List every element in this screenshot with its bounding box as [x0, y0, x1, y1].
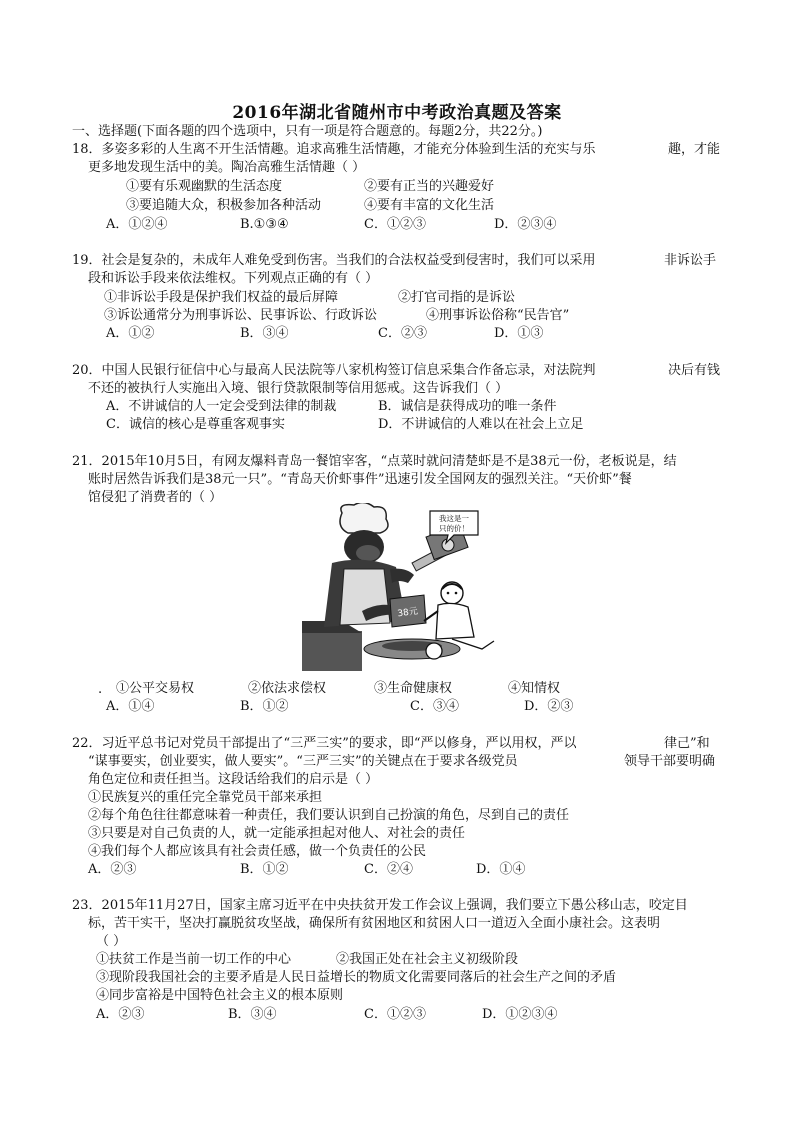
- section-heading: 一、选择题(下面各题的四个选项中，只有一项是符合题意的。每题2分，共22分。): [72, 124, 543, 139]
- q19-statement-3: ③诉讼通常分为刑事诉讼、民事诉讼、行政诉讼: [104, 308, 378, 323]
- q18-statement-3: ③要追随大众，积极参加各种活动: [126, 198, 322, 213]
- q21-bullet: .: [98, 682, 103, 697]
- q23-option-b[interactable]: B．③④: [228, 1007, 277, 1022]
- q23-option-a[interactable]: A．②③: [96, 1007, 145, 1022]
- page-title: 2016年湖北省随州市中考政治真题及答案: [232, 103, 562, 123]
- q18-line-1-end: 趣，才能: [668, 142, 721, 157]
- q21-option-b[interactable]: B．①②: [240, 699, 289, 714]
- bubble-text-1: 我这是一: [439, 514, 469, 523]
- q22-statement-1: ①民族复兴的重任完全靠党员干部来承担: [88, 790, 323, 805]
- tianjia-xia-cartoon: [302, 503, 498, 671]
- q23-statement-2: ②我国正处在社会主义初级阶段: [336, 952, 519, 967]
- q18-line-1: 18．多姿多彩的人生离不开生活情趣。追求高雅生活情趣，才能充分体验到生活的充实与乐: [72, 142, 596, 157]
- q20-option-a[interactable]: A．不讲诚信的人一定会受到法律的制裁: [106, 399, 337, 414]
- q21-option-d[interactable]: D．②③: [524, 699, 574, 714]
- q23-line-3: （ ）: [96, 934, 127, 949]
- q18-option-d[interactable]: D．②③④: [494, 217, 557, 232]
- q22-option-d[interactable]: D．①④: [476, 862, 526, 877]
- q21-line-2: 账时居然告诉我们是38元一只”。“青岛天价虾事件”迅速引发全国网友的强烈关注。“天价虾”餐: [88, 472, 632, 487]
- q23-line-1: 23．2015年11月27日，国家主席习近平在中央扶贫开发工作会议上强调，我们要立下愚公移山志，咬定目: [72, 898, 688, 913]
- price-tag-text: 38元: [396, 606, 419, 620]
- q20-line-2: 不还的被执行人实施出入境、银行贷款限制等信用惩戒。这告诉我们（ ）: [88, 381, 509, 396]
- q23-statement-3: ③现阶段我国社会的主要矛盾是人民日益增长的物质文化需要同落后的社会生产之间的矛盾: [96, 970, 617, 985]
- q19-option-b[interactable]: B．③④: [240, 326, 289, 341]
- q22-line-2: “谋事要实，创业要实，做人要实”。“三严三实”的关键点在于要求各级党员: [88, 754, 518, 769]
- q22-option-c[interactable]: C．②④: [364, 862, 413, 877]
- q23-statement-4: ④同步富裕是中国特色社会主义的根本原则: [96, 988, 344, 1003]
- q21-statement-3: ③生命健康权: [374, 681, 453, 696]
- q20-option-c[interactable]: C．诚信的核心是尊重客观事实: [106, 417, 285, 432]
- q21-line-1: 21．2015年10月5日，有网友爆料青岛一餐馆宰客，“点菜时就问清楚虾是不是38元一份，老板说是，结: [72, 454, 677, 469]
- q21-option-c[interactable]: C．③④: [410, 699, 459, 714]
- q19-line-1: 19．社会是复杂的，未成年人难免受到伤害。当我们的合法权益受到侵害时，我们可以采用: [72, 253, 596, 268]
- q22-statement-2: ②每个角色往往都意味着一种责任，我们要认识到自己扮演的角色，尽到自己的责任: [88, 808, 570, 823]
- q21-line-3: 馆侵犯了消费者的（ ）: [88, 490, 223, 505]
- q20-option-b[interactable]: B．诚信是获得成功的唯一条件: [378, 399, 557, 414]
- q19-line-2: 段和诉讼手段来依法维权。下列观点正确的有（ ）: [88, 271, 379, 286]
- q23-line-2: 标，苦干实干，坚决打赢脱贫攻坚战，确保所有贫困地区和贫困人口一道迈入全面小康社会。这表明: [88, 916, 661, 931]
- q18-option-c[interactable]: C．①②③: [364, 217, 426, 232]
- q22-statement-4: ④我们每个人都应该具有社会责任感，做一个负责任的公民: [88, 844, 427, 859]
- q21-statement-4: ④知情权: [508, 681, 561, 696]
- q19-line-1-end: 非诉讼手: [664, 253, 717, 268]
- q18-line-2: 更多地发现生活中的美。陶冶高雅生活情趣（ ）: [88, 160, 366, 175]
- q22-line-3: 角色定位和责任担当。这段话给我们的启示是（ ）: [88, 772, 379, 787]
- q22-line-1-end: 律己”和: [664, 736, 710, 751]
- q21-option-a[interactable]: A．①④: [106, 699, 155, 714]
- q19-statement-4: ④刑事诉讼俗称“民告官”: [426, 308, 570, 323]
- q20-line-1: 20．中国人民银行征信中心与最高人民法院等八家机构签订信息采集合作备忘录，对法院判: [72, 363, 596, 378]
- q23-option-c[interactable]: C．①②③: [364, 1007, 426, 1022]
- q18-option-b[interactable]: B.①③④: [240, 217, 289, 232]
- q19-statement-1: ①非诉讼手段是保护我们权益的最后屏障: [104, 290, 339, 305]
- q19-statement-2: ②打官司指的是诉讼: [398, 290, 516, 305]
- q21-statement-2: ②依法求偿权: [248, 681, 327, 696]
- q18-option-a[interactable]: A．①②④: [106, 217, 168, 232]
- q20-option-d[interactable]: D．不讲诚信的人难以在社会上立足: [378, 417, 584, 432]
- q22-line-2-end: 领导干部要明确: [624, 754, 716, 769]
- q18-statement-4: ④要有丰富的文化生活: [364, 198, 495, 213]
- q21-statement-1: ①公平交易权: [116, 681, 195, 696]
- q23-statement-1: ①扶贫工作是当前一切工作的中心: [96, 952, 292, 967]
- bubble-text-2: 只的价！: [439, 524, 469, 533]
- q22-statement-3: ③只要是对自己负责的人，就一定能承担起对他人、对社会的责任: [88, 826, 466, 841]
- q22-option-a[interactable]: A．②③: [88, 862, 137, 877]
- q22-line-1: 22．习近平总书记对党员干部提出了“三严三实”的要求，即“严以修身，严以用权，严以: [72, 736, 577, 751]
- q22-option-b[interactable]: B．①②: [240, 862, 289, 877]
- q23-option-d[interactable]: D．①②③④: [482, 1007, 558, 1022]
- q19-option-d[interactable]: D．①③: [494, 326, 544, 341]
- q18-statement-2: ②要有正当的兴趣爱好: [364, 179, 495, 194]
- q19-option-a[interactable]: A．①②: [106, 326, 155, 341]
- q19-option-c[interactable]: C．②③: [378, 326, 427, 341]
- q18-statement-1: ①要有乐观幽默的生活态度: [126, 179, 283, 194]
- q20-line-1-end: 决后有钱: [668, 363, 721, 378]
